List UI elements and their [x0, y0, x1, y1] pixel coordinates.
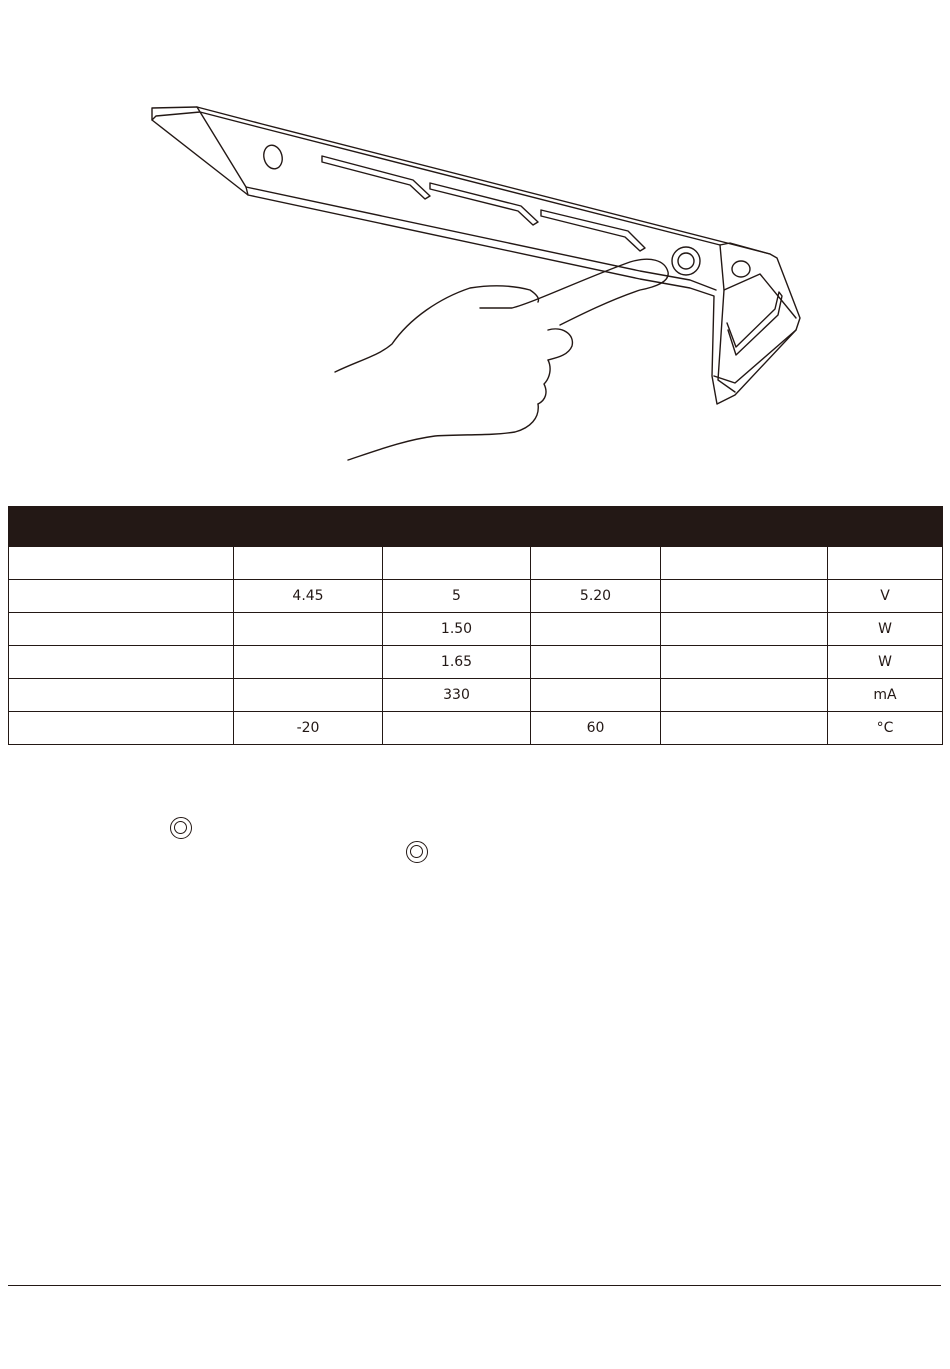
table-row: [9, 646, 943, 679]
table-cell: [9, 646, 234, 679]
footer-divider: [8, 1285, 941, 1286]
table-cell: 5: [383, 580, 531, 613]
table-cell: [531, 679, 661, 712]
touch-button-icon: [406, 841, 428, 863]
table-cell: [234, 613, 383, 646]
table-cell: W: [828, 613, 943, 646]
table-cell: [531, 613, 661, 646]
table-cell: 1.50: [383, 613, 531, 646]
table-cell: [234, 679, 383, 712]
table-header-cell: [828, 507, 943, 547]
table-header-cell: [9, 507, 234, 547]
table-cell: [9, 613, 234, 646]
table-row: [9, 712, 943, 745]
table-row: [9, 613, 943, 646]
table-cell: 4.45: [234, 580, 383, 613]
table-header-cell: [531, 507, 661, 547]
table-cell: [9, 679, 234, 712]
table-cell: 60: [531, 712, 661, 745]
table-row: [9, 580, 943, 613]
table-cell: [661, 679, 828, 712]
table-header-cell: [234, 507, 383, 547]
table-cell: mA: [828, 679, 943, 712]
table-cell: 330: [383, 679, 531, 712]
table-header-row: [9, 507, 943, 547]
table-cell: W: [828, 646, 943, 679]
table-row: [9, 547, 943, 580]
table-cell: °C: [828, 712, 943, 745]
table-cell: V: [828, 580, 943, 613]
light-bar-touch-illustration: [130, 90, 820, 470]
table-cell: [383, 712, 531, 745]
table-header-cell: [383, 507, 531, 547]
specification-table: [8, 506, 943, 745]
table-cell: 5.20: [531, 580, 661, 613]
table-cell: [661, 712, 828, 745]
table-row: [9, 679, 943, 712]
table-cell: [9, 712, 234, 745]
touch-button-icon: [170, 817, 192, 839]
table-cell: [661, 646, 828, 679]
table-cell: [234, 547, 383, 580]
table-cell: [828, 547, 943, 580]
table-cell: [531, 547, 661, 580]
table-cell: [531, 646, 661, 679]
table-cell: 1.65: [383, 646, 531, 679]
table-cell: [383, 547, 531, 580]
table-cell: [661, 580, 828, 613]
table-cell: [661, 613, 828, 646]
table-header-cell: [661, 507, 828, 547]
table-cell: [9, 580, 234, 613]
table-cell: [661, 547, 828, 580]
table-cell: -20: [234, 712, 383, 745]
table-cell: [9, 547, 234, 580]
table-cell: [234, 646, 383, 679]
